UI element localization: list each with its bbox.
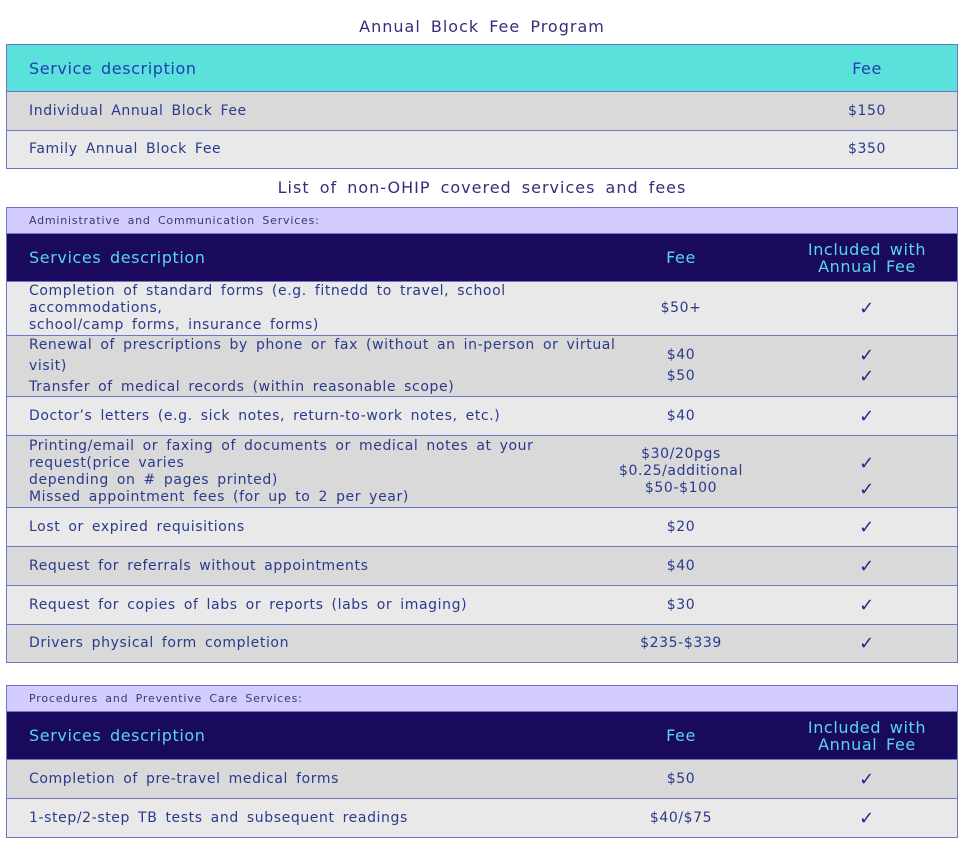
header-service-description: Service description [29,58,197,78]
row-included [785,586,949,624]
fee-value: $30/20pgs [641,446,721,462]
row-fee [597,336,765,396]
fee-value: $50-$100 [644,480,718,496]
row-fee [597,799,765,837]
row-included [785,760,949,798]
row-fee [597,436,765,507]
row-included [785,799,949,837]
table-row [7,281,957,335]
header-included-line1: Included with [807,717,927,737]
row-line: Drivers physical form completion [29,635,290,651]
header-included-line2: Annual Fee [818,734,916,754]
header-services-description: Services description [29,248,206,267]
row-line: Lost or expired requisitions [29,518,245,535]
checkmark-icon: ✓ [859,768,875,790]
checkmark-icon: ✓ [859,298,875,319]
row-description [29,799,619,837]
checkmark-icon: ✓ [859,366,875,387]
row-fee [597,586,765,624]
row-line: Transfer of medical records (within reasonable scope) [29,378,455,395]
table-row [7,507,957,546]
block-fee-title: Annual Block Fee Program [359,17,605,36]
table-row [7,798,957,837]
fee-value: $50+ [660,300,702,316]
row-line: Missed appointment fees (for up to 2 per year) [29,488,409,505]
header-included [785,712,949,759]
checkmark-icon: ✓ [859,405,875,427]
checkmark-icon: ✓ [859,807,875,829]
fee-value: $0.25/additional [619,463,743,479]
row-included [785,547,949,585]
section-label-row [7,686,957,711]
section-label: Administrative and Communication Services: [29,214,320,227]
row-line: 1-step/2-step TB tests and subsequent readings [29,809,408,826]
row-description [29,547,619,585]
row-included [785,508,949,546]
row-fee [597,397,765,435]
row-description [29,625,619,662]
row-line: Renewal of prescriptions by phone or fax (without an in-person or virtual visit) [29,336,616,374]
table-row [7,759,957,798]
checkmark-icon: ✓ [859,555,875,577]
fee-value: $40 [666,347,696,363]
row-description: Family Annual Block Fee [29,141,222,157]
table-row [7,396,957,435]
row-line: depending on # pages printed) [29,471,278,488]
fee-value: $30 [666,596,696,613]
row-line: Doctor’s letters (e.g. sick notes, return-to-work notes, etc.) [29,407,501,424]
row-fee [597,760,765,798]
header-services-description: Services description [29,726,206,745]
row-included [785,436,949,507]
table-row [7,546,957,585]
row-line: Printing/email or faxing of documents or medical notes at your request(price varies [29,437,534,471]
fee-value: $40 [666,557,696,574]
block-fee-header [7,45,957,91]
row-included [785,336,949,396]
row-included [785,397,949,435]
fee-value: $50 [666,368,696,384]
row-description [29,336,619,396]
header-fee: Fee [666,248,696,267]
row-included [785,625,949,662]
header-included-line2: Annual Fee [818,256,916,276]
table-row [7,585,957,624]
row-line: Completion of standard forms (e.g. fitnedd to travel, school accommodations, [29,283,506,316]
checkmark-icon: ✓ [859,516,875,538]
row-fee [597,508,765,546]
row-description [29,436,619,507]
row-line: school/camp forms, insurance forms) [29,317,319,333]
checkmark-icon: ✓ [859,594,875,616]
row-line: Completion of pre-travel medical forms [29,770,340,787]
header-fee: Fee [852,58,882,78]
row-included [785,282,949,335]
row-description [29,760,619,798]
row-description [29,586,619,624]
table-row [7,335,957,396]
checkmark-icon: ✓ [859,478,875,500]
section-label: Procedures and Preventive Care Services: [29,692,303,705]
header-included-line1: Included with [807,239,927,259]
fee-value: $40/$75 [649,809,713,826]
admin-services-table [6,207,958,663]
fee-value: $50 [666,770,696,787]
table-row [7,91,957,130]
checkmark-icon: ✓ [859,633,875,654]
row-line: Request for copies of labs or reports (labs or imaging) [29,596,468,613]
procedures-header [7,711,957,759]
fee-value: $20 [666,518,696,535]
block-fee-table [6,44,958,169]
row-fee [597,547,765,585]
row-fee [597,282,765,335]
checkmark-icon: ✓ [859,452,875,474]
row-fee: $350 [847,141,887,157]
services-title: List of non-OHIP covered services and fees [277,178,687,197]
header-fee: Fee [666,726,696,745]
table-row [7,624,957,662]
row-description [29,282,619,335]
table-row [7,435,957,507]
row-description [29,397,619,435]
checkmark-icon: ✓ [859,345,875,366]
fee-value: $235-$339 [640,635,722,651]
table-row [7,130,957,168]
row-description [29,508,619,546]
row-description: Individual Annual Block Fee [29,102,247,119]
row-fee: $150 [847,102,887,119]
row-line: Request for referrals without appointments [29,557,369,574]
admin-header [7,233,957,281]
row-fee [597,625,765,662]
header-included [785,234,949,281]
procedures-table [6,685,958,838]
fee-value: $40 [666,407,696,424]
section-label-row [7,208,957,233]
